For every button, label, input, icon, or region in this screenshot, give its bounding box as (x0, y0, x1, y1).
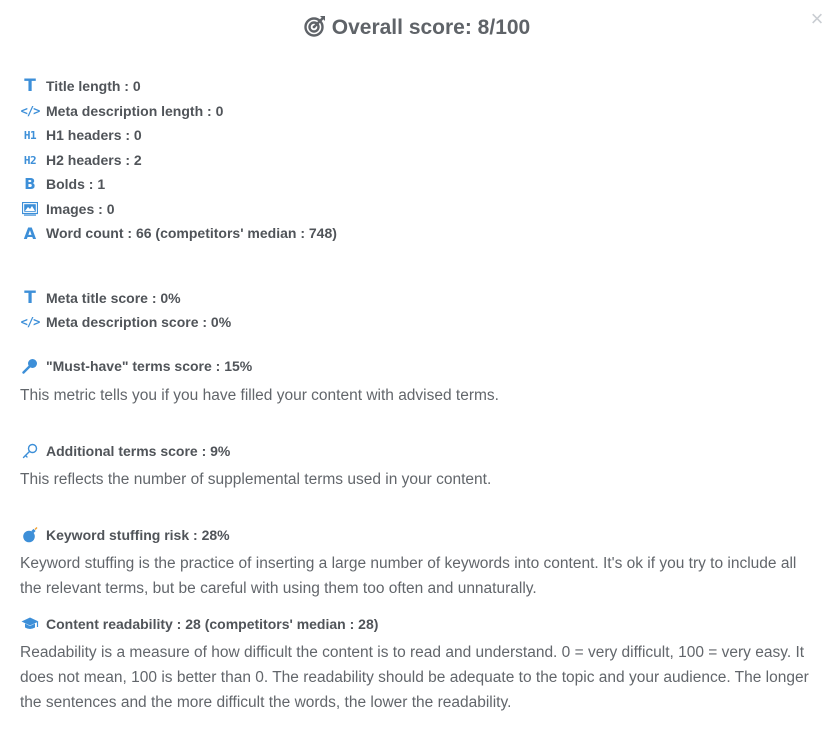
must-have-terms-row (20, 356, 252, 376)
key-icon (20, 356, 40, 376)
h2-headers-label: H2 headers : 2 (46, 152, 142, 168)
modal-title-text: Overall score: 8/100 (331, 16, 531, 39)
modal-title (0, 14, 834, 45)
close-button[interactable] (808, 6, 826, 31)
keyword-stuffing-description: Keyword stuffing is the practice of inserting a large number of keywords into content. It's ok if you try to include all the relevant terms, but be careful with using them too often and unnaturally. (20, 555, 797, 597)
bomb-icon (20, 525, 40, 545)
must-have-terms-description: This metric tells you if you have filled your content with advised terms. (20, 387, 499, 404)
additional-terms-row (20, 441, 230, 461)
word-count-label: Word count : 66 (competitors' median : 748) (46, 225, 337, 241)
h2-icon: H2 (23, 153, 37, 167)
text-t-icon: T (24, 76, 36, 96)
h1-icon: H1 (23, 128, 37, 142)
must-have-terms-label: "Must-have" terms score : 15% (46, 358, 253, 374)
bolds-row (20, 174, 105, 194)
graduation-cap-icon (20, 614, 40, 634)
meta-title-score-row (20, 288, 181, 308)
meta-description-length-label: Meta description length : 0 (46, 103, 224, 119)
additional-terms-label: Additional terms score : 9% (46, 443, 231, 459)
meta-description-score-label: Meta description score : 0% (46, 314, 232, 330)
content-readability-description: Readability is a measure of how difficult the content is to read and understand. 0 = very difficult, 100 = very easy. It does not mean, 100 is better than 0. The readability should be adequate to the topic and your audience. The longer the sentences and the more difficult the words, the lower the readability. (20, 644, 809, 711)
keyword-stuffing-row (20, 525, 230, 545)
h1-headers-label: H1 headers : 0 (46, 127, 142, 143)
images-label: Images : 0 (46, 201, 115, 217)
image-icon (20, 199, 40, 219)
meta-description-score-row (20, 312, 231, 332)
bold-icon: B (24, 175, 36, 193)
content-readability-label: Content readability : 28 (competitors' median : 28) (46, 616, 379, 632)
text-t-icon: T (24, 288, 36, 308)
code-icon: </> (20, 315, 40, 329)
meta-description-length-row (20, 101, 223, 121)
meta-title-score-label: Meta title score : 0% (46, 290, 181, 306)
keyword-stuffing-label: Keyword stuffing risk : 28% (46, 527, 230, 543)
target-icon (304, 15, 326, 45)
content-readability-row (20, 614, 378, 634)
additional-terms-description: This reflects the number of supplemental terms used in your content. (20, 471, 492, 488)
title-length-row (20, 76, 141, 96)
letter-a-icon: A (23, 223, 37, 243)
bolds-label: Bolds : 1 (46, 176, 106, 192)
images-row (20, 199, 114, 219)
close-icon[interactable]: × (810, 6, 824, 31)
h1-headers-row (20, 125, 142, 145)
word-count-row (20, 223, 337, 243)
h2-headers-row (20, 150, 142, 170)
key-outline-icon (20, 441, 40, 461)
title-length-label: Title length : 0 (46, 78, 141, 94)
code-icon: </> (20, 104, 40, 118)
